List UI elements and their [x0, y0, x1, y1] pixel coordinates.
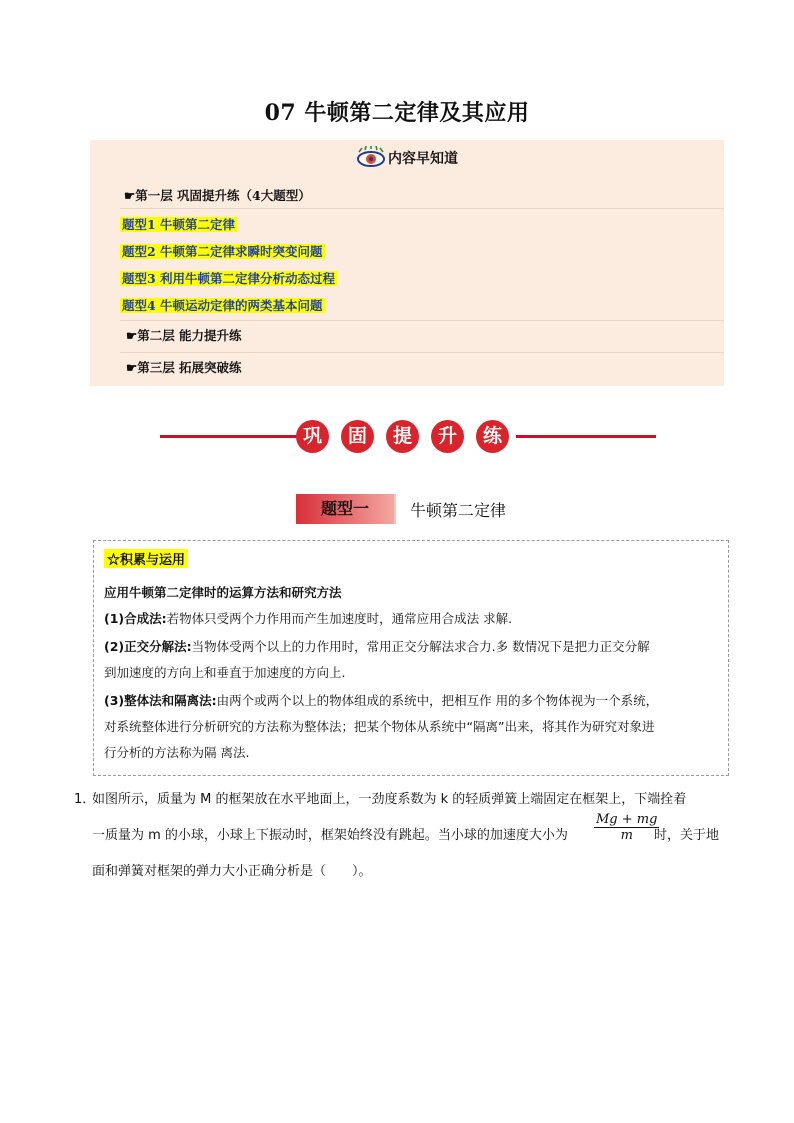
toc-divider [120, 320, 724, 321]
toc-type-3[interactable]: 题型3 利用牛顿第二定律分析动态过程 [122, 271, 336, 286]
table-of-contents [90, 140, 724, 386]
method-heading: 应用牛顿第二定律时的运算方法和研究方法 [104, 585, 342, 600]
question-number: 1． [74, 792, 96, 807]
banner-line-left [160, 435, 300, 438]
toc-type-4[interactable]: 题型4 牛顿运动定律的两类基本问题 [122, 298, 323, 313]
fraction-denominator: m [620, 828, 633, 843]
fraction [594, 812, 659, 843]
method-line-2: (2)正交分解法:当物体受两个以上的力作用时，常用正交分解法求合力.多 数情况下是把力正交分解 [104, 639, 650, 654]
toc-type-1[interactable]: 题型1 牛顿第二定律 [122, 217, 236, 232]
method-tag: ☆积累与运用 [104, 549, 188, 568]
question-line: 一质量为 m 的小球，小球上下振动时，框架始终没有跳起。当小球的加速度大小为 [92, 828, 568, 843]
section-banner [160, 420, 656, 454]
banner-line-right [516, 435, 656, 438]
question-line: 如图所示，质量为 M 的框架放在水平地面上，一劲度系数为 k 的轻质弹簧上端固定在框架上，下端拴着 [92, 792, 687, 807]
method-line-3-cont: 对系统整体进行分析研究的方法称为整体法；把某个物体从系统中“隔离”出来，将其作为研究对象进 [104, 719, 655, 734]
fraction-numerator: Mg + mg [596, 812, 658, 827]
toc-divider [120, 352, 724, 353]
toc-layer-1[interactable]: ☛第一层 巩固提升练（4大题型） [124, 188, 311, 203]
question-line: 时，关于地 [654, 828, 720, 843]
toc-header [90, 146, 724, 172]
method-line-1: (1)合成法:若物体只受两个力作用而产生加速度时，通常应用合成法 求解. [104, 611, 513, 626]
eye-icon [356, 146, 386, 172]
method-box [93, 540, 729, 776]
banner-char: 巩 [296, 420, 329, 453]
method-line-2-cont: 到加速度的方向上和垂直于加速度的方向上. [104, 665, 346, 680]
toc-divider [120, 208, 724, 209]
banner-char: 练 [476, 420, 509, 453]
toc-type-2[interactable]: 题型2 牛顿第二定律求瞬时突变问题 [122, 244, 323, 259]
toc-header-text: 内容早知道 [388, 151, 458, 167]
section-type-label: 题型一 [296, 494, 394, 524]
toc-layer-3[interactable]: ☛第三层 拓展突破练 [126, 360, 242, 375]
banner-char: 固 [341, 420, 374, 453]
banner-char: 升 [431, 420, 464, 453]
question-line: 面和弹簧对框架的弹力大小正确分析是（ ）。 [92, 864, 372, 879]
banner-char: 提 [386, 420, 419, 453]
page-title: 07 牛顿第二定律及其应用 [264, 100, 530, 126]
toc-layer-2[interactable]: ☛第二层 能力提升练 [126, 328, 242, 343]
section-type-title: 牛顿第二定律 [410, 501, 507, 520]
method-line-3-cont: 行分析的方法称为隔 离法. [104, 745, 250, 760]
method-line-3: (3)整体法和隔离法:由两个或两个以上的物体组成的系统中，把相互作 用的多个物体视为一个系统， [104, 693, 659, 708]
